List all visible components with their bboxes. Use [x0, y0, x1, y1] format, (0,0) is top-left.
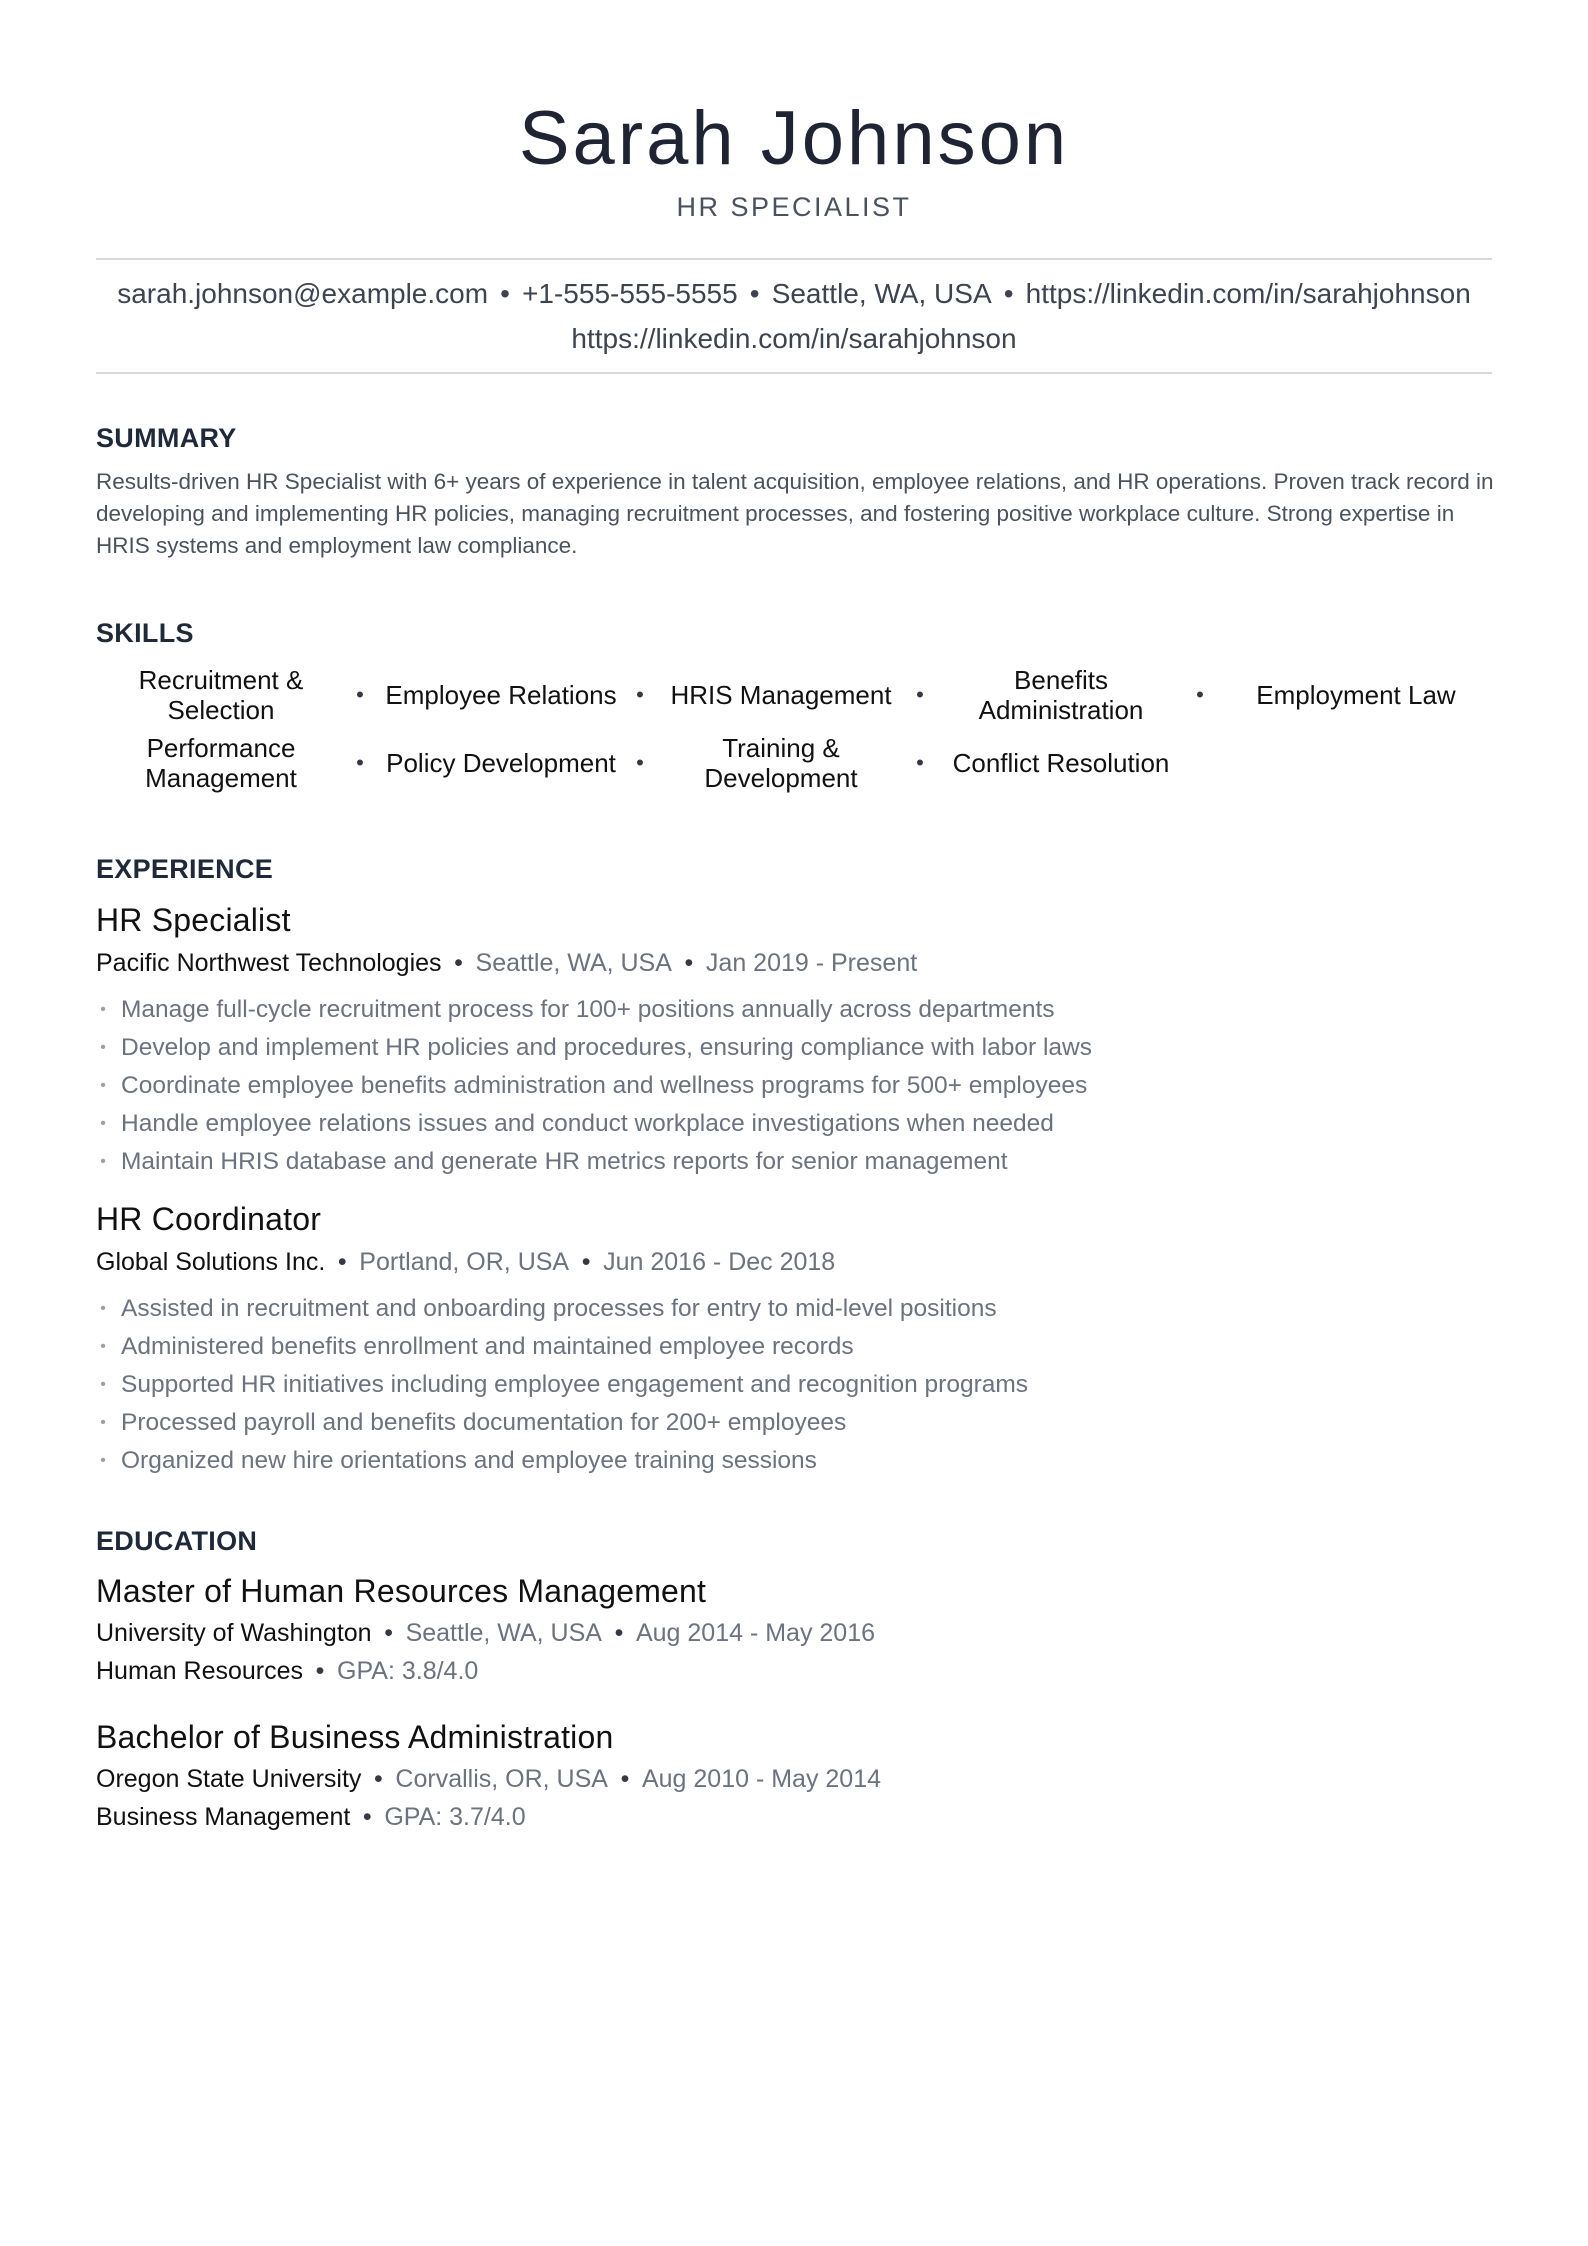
job-bullet — [96, 1143, 1396, 1181]
contact-separator: • — [1003, 278, 1014, 309]
degree-meta — [96, 1763, 881, 1795]
candidate-title: HR SPECIALIST — [676, 192, 912, 222]
skill-item: HRIS Management — [670, 680, 892, 710]
bullet-marker: • — [100, 1300, 106, 1317]
meta-separator: • — [362, 1803, 372, 1831]
job-bullet-text: Organized new hire orientations and employee training sessions — [121, 1447, 817, 1474]
degree-field: Business Management — [96, 1803, 351, 1831]
job-bullet — [96, 1290, 1396, 1328]
job-bullet — [96, 1067, 1396, 1105]
job-bullet-text: Coordinate employee benefits administration and wellness programs for 500+ employees — [121, 1072, 1088, 1099]
contact-linkedin[interactable]: https://linkedin.com/in/sarahjohnson — [1025, 278, 1471, 309]
header-divider-top — [96, 258, 1492, 260]
job-meta — [96, 947, 917, 979]
degree-location: Corvallis, OR, USA — [395, 1765, 608, 1793]
job-bullet-text: Supported HR initiatives including employee engagement and recognition programs — [121, 1371, 1029, 1398]
skill-item: Benefits Administration — [978, 665, 1144, 725]
job-bullet — [96, 1366, 1396, 1404]
meta-separator: • — [337, 1248, 347, 1276]
skill-separator: • — [636, 750, 644, 775]
job-bullet — [96, 1328, 1396, 1366]
skill-item: Training & Development — [704, 733, 858, 793]
meta-separator: • — [374, 1765, 383, 1793]
degree-field-meta — [96, 1655, 478, 1687]
degree-location: Seattle, WA, USA — [405, 1619, 602, 1647]
skills-heading: SKILLS — [96, 618, 194, 648]
degree-meta — [96, 1617, 875, 1649]
job-bullets — [96, 1290, 1396, 1480]
skill-item: Performance Management — [145, 733, 297, 793]
degree-gpa: GPA: 3.8/4.0 — [337, 1657, 479, 1685]
job-company: Global Solutions Inc. — [96, 1248, 326, 1276]
degree-dates: Aug 2010 - May 2014 — [641, 1765, 882, 1793]
contact-location: Seattle, WA, USA — [771, 278, 992, 309]
job-bullet-text: Administered benefits enrollment and maintained employee records — [121, 1333, 854, 1360]
job-company: Pacific Northwest Technologies — [96, 949, 442, 977]
contact-separator: • — [500, 278, 510, 309]
job-bullet — [96, 1105, 1396, 1143]
job-bullet — [96, 991, 1396, 1029]
skill-item: Conflict Resolution — [952, 748, 1170, 778]
contact-separator: • — [749, 278, 760, 309]
degree-field-meta — [96, 1801, 526, 1833]
job-bullet-text: Handle employee relations issues and conduct workplace investigations when needed — [121, 1110, 1054, 1137]
degree-title: Master of Human Resources Management — [96, 1573, 707, 1609]
skill-separator: • — [356, 750, 364, 775]
meta-separator: • — [614, 1619, 624, 1647]
job-title: HR Coordinator — [96, 1201, 322, 1237]
job-bullets — [96, 991, 1396, 1181]
meta-separator: • — [684, 949, 694, 977]
candidate-name: Sarah Johnson — [518, 96, 1070, 181]
degree-field: Human Resources — [96, 1657, 304, 1685]
job-bullet-text: Maintain HRIS database and generate HR metrics reports for senior management — [121, 1148, 1008, 1175]
job-bullet-text: Assisted in recruitment and onboarding processes for entry to mid-level positions — [121, 1295, 997, 1322]
job-location: Portland, OR, USA — [359, 1248, 570, 1276]
skill-separator: • — [636, 682, 644, 707]
degree-dates: Aug 2014 - May 2016 — [635, 1619, 876, 1647]
bullet-marker: • — [100, 1452, 106, 1469]
bullet-marker: • — [100, 1077, 106, 1094]
bullet-marker: • — [100, 1153, 106, 1170]
contact-linkedin-line — [96, 321, 1492, 357]
job-bullet — [96, 1404, 1396, 1442]
experience-heading: EXPERIENCE — [96, 854, 274, 884]
degree-gpa: GPA: 3.7/4.0 — [384, 1803, 526, 1831]
education-heading: EDUCATION — [96, 1526, 258, 1556]
job-dates: Jan 2019 - Present — [705, 949, 918, 977]
skills-row — [96, 730, 1492, 796]
contact-linkedin-repeat[interactable]: https://linkedin.com/in/sarahjohnson — [571, 323, 1017, 354]
skills-row — [96, 662, 1492, 728]
summary-heading: SUMMARY — [96, 423, 237, 453]
skill-separator: • — [1196, 682, 1204, 707]
job-bullet — [96, 1442, 1396, 1480]
job-location: Seattle, WA, USA — [475, 949, 672, 977]
contact-email[interactable]: sarah.johnson@example.com — [117, 278, 489, 309]
meta-separator: • — [581, 1248, 591, 1276]
header-divider-bottom — [96, 372, 1492, 374]
job-bullet-text: Develop and implement HR policies and procedures, ensuring compliance with labor laws — [121, 1034, 1092, 1061]
skill-item: Employee Relations — [385, 680, 617, 710]
meta-separator: • — [454, 949, 463, 977]
skill-item: Employment Law — [1256, 680, 1456, 710]
job-bullet — [96, 1029, 1396, 1067]
bullet-marker: • — [100, 1376, 106, 1393]
job-title: HR Specialist — [96, 902, 291, 938]
skill-separator: • — [356, 682, 364, 707]
contact-phone[interactable]: +1-555-555-5555 — [522, 278, 738, 309]
bullet-marker: • — [100, 1001, 106, 1018]
bullet-marker: • — [100, 1039, 106, 1056]
meta-separator: • — [620, 1765, 630, 1793]
degree-school: Oregon State University — [96, 1765, 362, 1793]
skill-separator: • — [916, 682, 924, 707]
job-meta — [96, 1246, 835, 1278]
bullet-marker: • — [100, 1338, 106, 1355]
bullet-marker: • — [100, 1414, 106, 1431]
meta-separator: • — [384, 1619, 393, 1647]
skill-separator: • — [916, 750, 924, 775]
degree-school: University of Washington — [96, 1619, 372, 1647]
skill-item: Policy Development — [386, 748, 616, 778]
contact-bar — [96, 276, 1492, 312]
summary-text: Results-driven HR Specialist with 6+ years of experience in talent acquisition, employee relations, and HR operations. Proven track record in developing and implementing HR policies, managing recruitment processes, and fostering positive workplace culture. Strong expertise in HRIS systems and employment law compliance. — [96, 469, 1494, 558]
meta-separator: • — [315, 1657, 325, 1685]
job-dates: Jun 2016 - Dec 2018 — [603, 1248, 836, 1276]
job-bullet-text: Manage full-cycle recruitment process for 100+ positions annually across departments — [121, 996, 1055, 1023]
bullet-marker: • — [100, 1115, 106, 1132]
job-bullet-text: Processed payroll and benefits documentation for 200+ employees — [121, 1409, 847, 1436]
skill-item: Recruitment & Selection — [138, 665, 304, 725]
degree-title: Bachelor of Business Administration — [96, 1719, 614, 1755]
